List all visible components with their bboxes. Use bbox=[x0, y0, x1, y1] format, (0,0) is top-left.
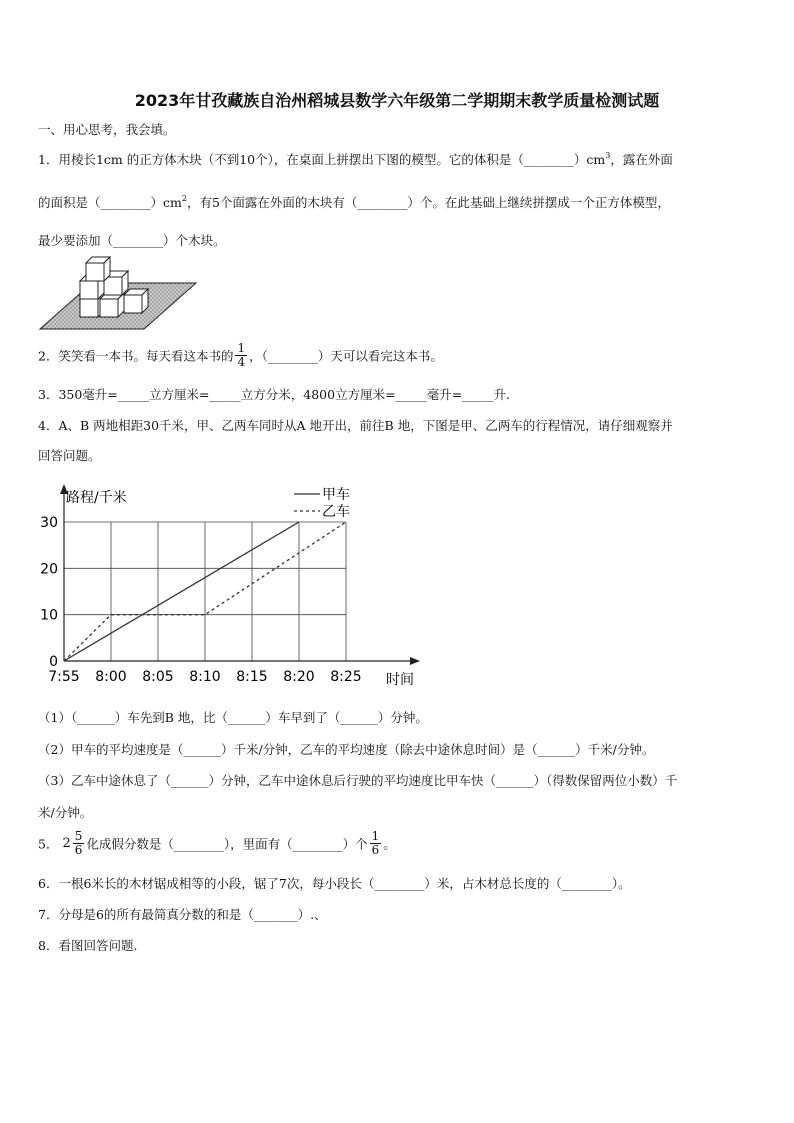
q1-text-c: 的面积是（________）cm bbox=[38, 195, 182, 210]
fraction-numerator: 1 bbox=[371, 829, 380, 843]
q1-text-b: ，露在外面 bbox=[610, 152, 673, 167]
chart-ticks bbox=[40, 515, 362, 685]
x-tick-label: 8:25 bbox=[330, 669, 362, 685]
y-axis-label: 路程/千米 bbox=[66, 490, 127, 506]
x-tick-label: 8:10 bbox=[189, 669, 221, 685]
fraction-numerator: 5 bbox=[74, 829, 83, 843]
mixed-number-fraction bbox=[73, 830, 85, 857]
y-tick-label: 0 bbox=[49, 654, 58, 670]
page-title: 2023年甘孜藏族自治州稻城县数学六年级第二学期期末教学质量检测试题 bbox=[134, 91, 660, 110]
q2-text-before: 2．笑笑看一本书。每天看这本书的 bbox=[38, 348, 234, 364]
q5-text-middle: 化成假分数是（________），里面有（________）个 bbox=[86, 836, 368, 852]
question-2 bbox=[38, 342, 443, 369]
question-1-line-1 bbox=[38, 150, 673, 168]
q2-text-after: ，（________）天可以看完这本书。 bbox=[249, 348, 443, 364]
question-5 bbox=[38, 830, 396, 857]
fraction-one-quarter bbox=[235, 342, 247, 369]
fraction-denominator: 6 bbox=[74, 843, 83, 857]
q5-text-end: 。 bbox=[383, 836, 396, 852]
question-6: 6．一根6米长的木材锯成相等的小段，锯了7次，每小段长（________）米，占木材总长度的（________）。 bbox=[38, 876, 631, 891]
question-7: 7．分母是6的所有最简真分数的和是（_______）.、 bbox=[38, 907, 327, 922]
question-4-sub-1: （1）（______）车先到B 地，比（______）车早到了（______）分钟。 bbox=[38, 710, 428, 725]
question-3: 3．350毫升=_____立方厘米=_____立方分米，4800立方厘米=_____毫升=_____升. bbox=[38, 387, 510, 402]
q1-text-a: 1．用棱长1cm 的正方体木块（不到10个），在桌面上拼摆出下图的模型。它的体积是（________）cm bbox=[38, 152, 606, 167]
y-tick-label: 10 bbox=[40, 607, 58, 624]
x-tick-label: 7:55 bbox=[48, 669, 80, 685]
x-axis-label: 时间 bbox=[386, 672, 414, 688]
question-8: 8．看图回答问题. bbox=[38, 938, 138, 953]
q1-sup-2: 2 bbox=[181, 194, 187, 203]
chart-axes bbox=[60, 484, 420, 665]
fraction-one-sixth bbox=[370, 830, 382, 857]
q5-number: 5． bbox=[38, 836, 59, 852]
cube-model-figure bbox=[38, 255, 198, 333]
fraction-denominator: 4 bbox=[237, 355, 246, 369]
question-4-sub-3-line-2: 米/分钟。 bbox=[38, 805, 93, 820]
x-tick-label: 8:20 bbox=[283, 669, 315, 685]
question-4-sub-2: （2）甲车的平均速度是（______）千米/分钟，乙车的平均速度（除去中途休息时间）是（______）千米/分钟。 bbox=[38, 742, 655, 757]
legend-label-jia: 甲车 bbox=[322, 487, 350, 503]
question-4-line-1: 4．A、B 两地相距30千米，甲、乙两车同时从A 地开出，前往B 地，下图是甲、乙两车的行程情况，请仔细观察并 bbox=[38, 418, 673, 433]
question-4-line-2: 回答问题。 bbox=[38, 448, 101, 463]
legend-label-yi: 乙车 bbox=[322, 504, 350, 520]
q1-text-d: ，有5个面露在外面的木块有（________）个。在此基础上继续拼摆成一个正方体模型， bbox=[186, 195, 670, 210]
travel-chart bbox=[30, 480, 430, 690]
series-line-jia bbox=[64, 522, 299, 661]
chart-grid bbox=[64, 522, 346, 661]
y-tick-label: 20 bbox=[40, 561, 58, 578]
y-tick-label: 30 bbox=[40, 515, 58, 531]
q1-sup-3: 3 bbox=[605, 151, 611, 160]
chart-legend bbox=[294, 487, 350, 520]
mixed-number-whole: 2 bbox=[62, 836, 71, 851]
x-tick-label: 8:15 bbox=[236, 669, 268, 685]
question-1-line-3: 最少要添加（________）个木块。 bbox=[38, 233, 226, 248]
question-1-line-2 bbox=[38, 193, 670, 211]
section-heading: 一、用心思考，我会填。 bbox=[38, 122, 176, 137]
question-4-sub-3-line-1: （3）乙车中途休息了（______）分钟，乙车中途休息后行驶的平均速度比甲车快（______）（得数保留两位小数）千 bbox=[38, 773, 678, 788]
x-tick-label: 8:05 bbox=[142, 669, 174, 685]
x-tick-label: 8:00 bbox=[95, 669, 127, 685]
fraction-denominator: 6 bbox=[371, 843, 380, 857]
x-axis-arrow bbox=[410, 657, 420, 665]
fraction-numerator: 1 bbox=[237, 341, 246, 355]
